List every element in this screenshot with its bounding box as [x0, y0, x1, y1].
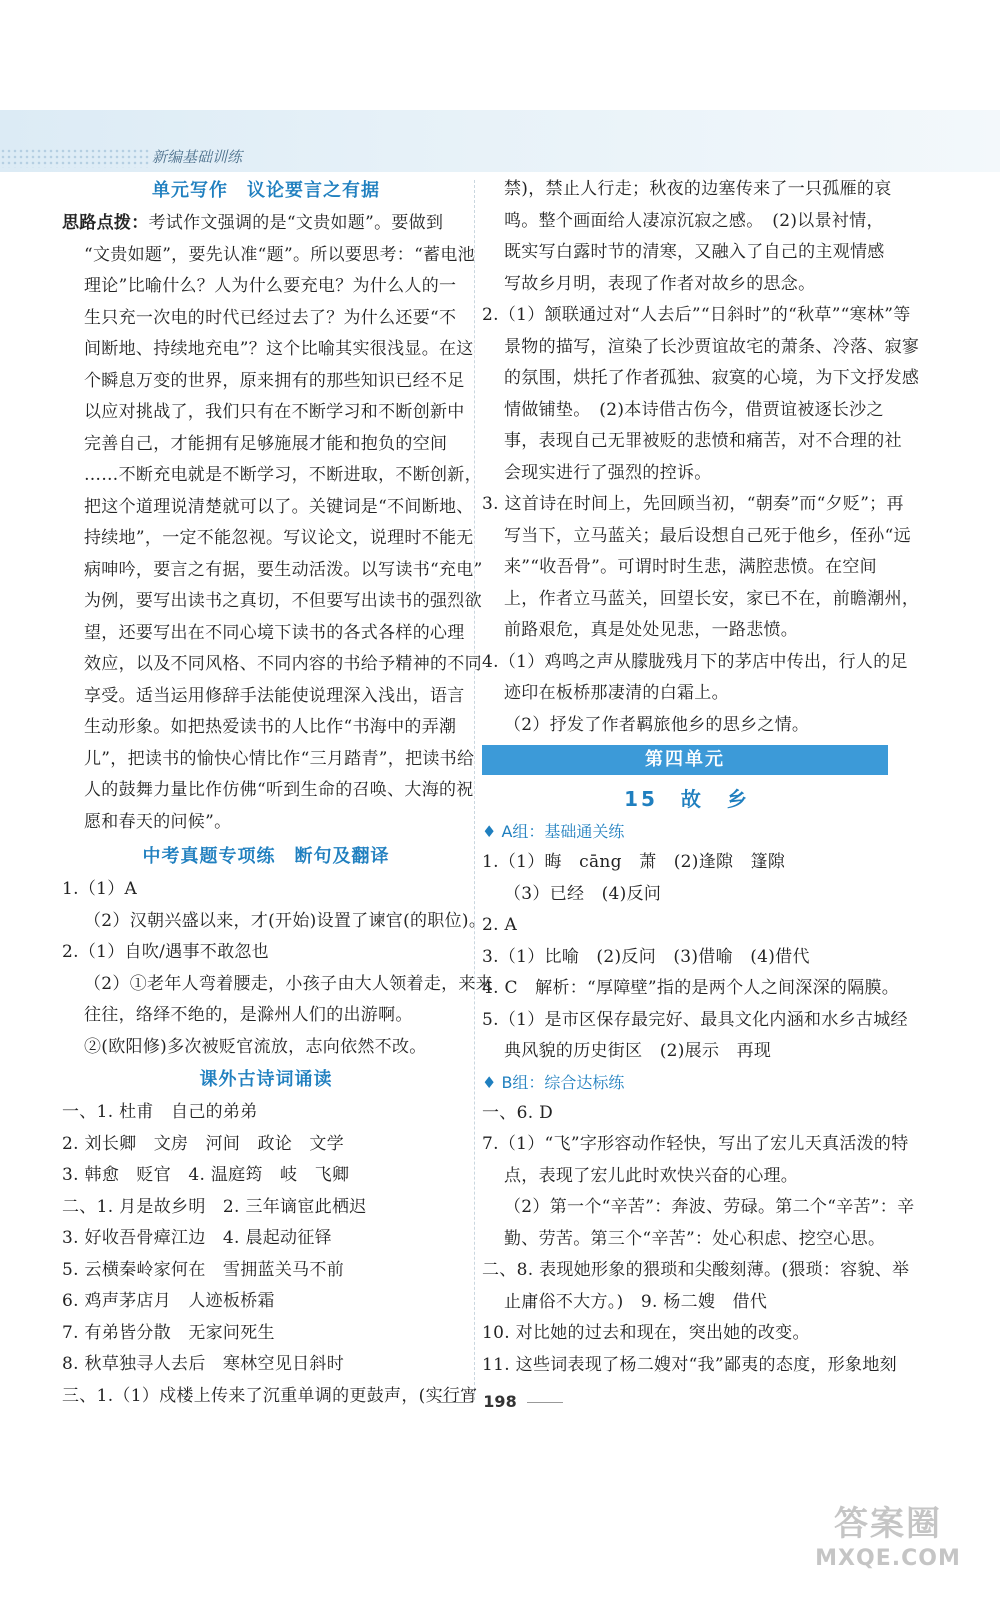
exam-section-title: 中考真题专项练 断句及翻译	[142, 846, 390, 867]
answer-line: 勤、劳苦。第三个“辛苦”：处心积虑、挖空心思。	[504, 1228, 886, 1249]
answer-line: 3. 这首诗在时间上，先回顾当初，“朝奏”而“夕贬”；再	[482, 494, 904, 514]
writing-line: 为例，要写出读书之真切，不但要写出读书的强烈欲	[84, 591, 482, 611]
answer-line: 1.（1）A	[62, 879, 138, 899]
answer-line: 4. C 解析：“厚障壁”指的是两个人之间深深的隔膜。	[482, 978, 900, 998]
answer-line: 2. A	[482, 915, 518, 935]
writing-text: 考试作文强调的是“文贵如题”。要做到	[148, 213, 444, 233]
group-a-heading	[482, 817, 892, 847]
site-watermark	[798, 1502, 978, 1582]
answer-line: 5. 云横秦岭家何在 雪拥蓝关马不前	[62, 1259, 345, 1280]
group-b-title: B组：综合达标练	[501, 1072, 625, 1092]
header-dot-pattern	[0, 148, 150, 168]
unit-banner: 第四单元	[482, 745, 888, 775]
writing-line: 以应对挑战了，我们只有在不断学习和不断创新中	[84, 402, 465, 422]
page-number-footer	[0, 1392, 1000, 1411]
answer-line: 5.（1）是市区保存最完好、最具文化内涵和水乡古城经	[482, 1009, 908, 1030]
diamond-icon: ♦	[482, 1072, 502, 1092]
column-divider	[474, 180, 475, 1400]
group-a-title: A组：基础通关练	[501, 822, 625, 841]
left-column	[62, 174, 494, 1412]
page-header-band	[0, 110, 1000, 172]
answer-line: （2）①老年人弯着腰走，小孩子由大人领着走，来来	[84, 973, 494, 994]
exam-answers	[62, 874, 494, 1063]
answer-line: 迹印在板桥那凄清的白霜上。	[504, 683, 729, 703]
footer-rule-right	[527, 1402, 563, 1403]
answer-line: 点，表现了宏儿此时欢快兴奋的心理。	[504, 1165, 799, 1186]
writing-line: 间断地、持续地充电”？这个比喻其实很浅显。在这	[84, 339, 474, 359]
answer-line: 情做铺垫。 (2)本诗借古伤今，借贾谊被逐长沙之	[504, 399, 884, 420]
series-title: 新编基础训练	[152, 148, 243, 166]
continued-answers	[482, 174, 920, 741]
answer-line: 上，作者立马蓝关，回望长安，家已不在，前瞻潮州，	[504, 588, 920, 609]
writing-line: 理论”比喻什么？人为什么要充电？为什么人的一	[84, 276, 457, 296]
poem-answers	[62, 1097, 478, 1412]
poem-section-title: 课外古诗词诵读	[199, 1069, 333, 1090]
answer-line: 7.（1）“飞”字形容动作轻快，写出了宏儿天真活泼的特	[482, 1134, 909, 1154]
answer-line: 2.（1）自吹/遇事不敢忽也	[62, 942, 269, 962]
answer-line: ②(欧阳修)多次被贬官流放，志向依然不改。	[84, 1036, 427, 1057]
answer-line: 一、6. D	[482, 1102, 554, 1123]
answer-line: 一、1. 杜甫 自己的弟弟	[62, 1102, 258, 1122]
diamond-icon: ♦	[482, 822, 502, 841]
writing-line	[62, 208, 470, 240]
writing-line: 生动形象。如把热爱读书的人比作“书海中的弄潮	[84, 717, 457, 737]
answer-line: 二、8. 表现她形象的猥琐和尖酸刻薄。(猥琐：容貌、举	[482, 1260, 910, 1280]
writing-body	[62, 208, 483, 838]
answer-line: 典风貌的历史街区 (2)展示 再现	[504, 1041, 772, 1061]
answer-line: 10. 对比她的过去和现在，突出她的改变。	[482, 1323, 810, 1343]
answer-line: 4.（1）鸡鸣之声从朦胧残月下的茅店中传出，行人的足	[482, 651, 908, 672]
answer-line: 止庸俗不大方。) 9. 杨二嫂 借代	[504, 1291, 768, 1312]
answer-line: 事，表现自己无罪被贬的悲愤和痛苦，对不合理的社	[504, 431, 902, 451]
answer-line: 11. 这些词表现了杨二嫂对“我”鄙夷的态度，形象地刻	[482, 1354, 897, 1375]
answer-line: 禁)，禁止人行走；秋夜的边塞传来了一只孤雁的哀	[504, 179, 892, 199]
writing-line: 效应，以及不同风格、不同内容的书给予精神的不同	[84, 654, 482, 674]
answer-line: 的氛围，烘托了作者孤独、寂寞的心境，为下文抒发感	[504, 368, 920, 388]
answer-line: 1.（1）晦 cāng 萧 (2)逢隙 篷隙	[482, 852, 786, 872]
lesson-title: 15 故 乡	[624, 787, 750, 811]
writing-line: 完善自己，才能拥有足够施展才能和抱负的空间	[84, 433, 448, 454]
answer-line: 来”“收吾骨”。可谓时时生悲，满腔悲愤。在空间	[504, 557, 877, 577]
answer-line: 三、1.（1）戍楼上传来了沉重单调的更鼓声，(实行宵	[62, 1385, 478, 1406]
watermark-url: MXQE.COM	[815, 1546, 961, 1571]
answer-line: （2）第一个“辛苦”：奔波、劳碌。第二个“辛苦”：辛	[504, 1197, 915, 1217]
writing-line: 享受。适当运用修辞手法能使说理深入浅出，语言	[84, 685, 465, 706]
writing-line: 愿和春天的问候”。	[84, 811, 232, 832]
answer-line: 3.（1）比喻 (2)反问 (3)借喻 (4)借代	[482, 946, 810, 967]
answer-line: 景物的描写，渲染了长沙贾谊故宅的萧条、冷落、寂寥	[504, 336, 920, 357]
writing-section-title: 单元写作 议论要言之有据	[152, 180, 380, 201]
writing-line: 生只充一次电的时代已经过去了？为什么还要“不	[84, 307, 457, 328]
answer-line: 6. 鸡声茅店月 人迹板桥霜	[62, 1291, 275, 1311]
writing-line: ……不断充电就是不断学习，不断进取，不断创新，	[84, 465, 482, 485]
answer-line: （2）汉朝兴盛以来，才(开始)设置了谏官(的职位)。	[84, 910, 487, 931]
answer-line: 2.（1）颔联通过对“人去后”“日斜时”的“秋草”“寒林”等	[482, 305, 911, 325]
answer-line: 鸣。整个画面给人凄凉沉寂之感。 (2)以景衬情，	[504, 210, 884, 231]
answer-line: 3. 韩愈 贬官 4. 温庭筠 岐 飞卿	[62, 1165, 350, 1185]
writing-line: 病呻吟，要言之有据，要生动活泼。以写读书“充电”	[84, 559, 483, 580]
answer-line: 往往，络绎不绝的，是滁州人们的出游啊。	[84, 1005, 413, 1025]
answer-line: 会现实进行了强烈的控诉。	[504, 462, 712, 483]
hint-label: 思路点拨：	[62, 213, 149, 233]
right-column	[482, 174, 920, 1381]
writing-line: “文贵如题”，要先认准“题”。所以要思考：“蓄电池	[84, 244, 475, 265]
writing-line: 把这个道理说清楚就可以了。关键词是“不间断地、	[84, 496, 474, 517]
writing-line: 人的鼓舞力量比作仿佛“听到生命的召唤、大海的祝	[84, 780, 474, 800]
answer-line: （2）抒发了作者羁旅他乡的思乡之情。	[504, 714, 810, 735]
group-b-answers	[482, 1098, 915, 1382]
answer-line: （3）已经 (4)反问	[504, 883, 662, 904]
answer-line: 二、1. 月是故乡明 2. 三年谪宦此栖迟	[62, 1196, 367, 1217]
group-a-answers	[482, 847, 908, 1068]
answer-line: 8. 秋草独寻人去后 寒林空见日斜时	[62, 1354, 345, 1374]
writing-line: 望，还要写出在不同心境下读书的各式各样的心理	[84, 622, 465, 643]
answer-line: 既实写白露时节的清寒，又融入了自己的主观情感	[504, 242, 885, 262]
writing-line: 个瞬息万变的世界，原来拥有的那些知识已经不足	[84, 370, 465, 391]
answer-line: 写当下，立马蓝关；最后设想自己死于他乡，侄孙“远	[504, 525, 911, 546]
answer-line: 3. 好收吾骨瘴江边 4. 晨起动征铎	[62, 1228, 332, 1248]
page-number: 198	[483, 1392, 517, 1411]
group-b-heading	[482, 1068, 892, 1098]
writing-line: 持续地”，一定不能忽视。写议论文，说理时不能无	[84, 528, 474, 548]
writing-line: 儿”，把读书的愉快心情比作“三月踏青”，把读书给	[84, 748, 475, 769]
answer-line: 7. 有弟皆分散 无家问死生	[62, 1322, 275, 1343]
watermark-logo-text: 答案圈	[834, 1504, 942, 1544]
footer-rule-left	[437, 1402, 473, 1403]
answer-line: 写故乡月明，表现了作者对故乡的思念。	[504, 273, 816, 294]
answer-line: 2. 刘长卿 文房 河间 政论 文学	[62, 1133, 345, 1154]
answer-line: 前路艰危，真是处处见悲，一路悲愤。	[504, 620, 799, 640]
